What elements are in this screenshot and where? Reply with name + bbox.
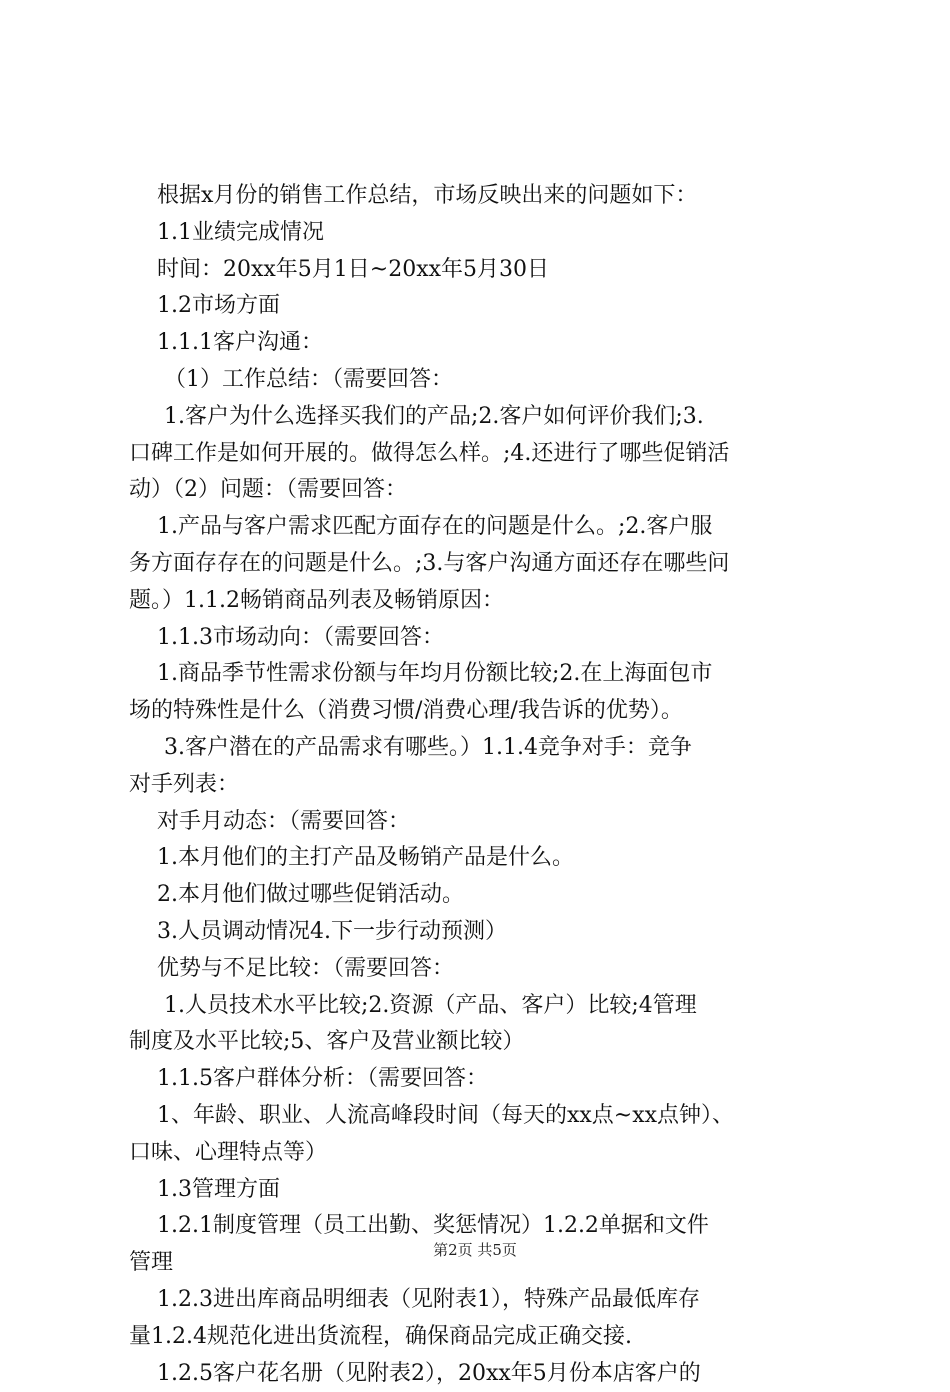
text-line: 量1.2.4规范化进出货流程，确保商品完成正确交接. bbox=[129, 1319, 841, 1356]
text-line: 根据x月份的销售工作总结，市场反映出来的问题如下： bbox=[129, 178, 841, 215]
text-line: 1.1.5客户群体分析：（需要回答： bbox=[129, 1061, 841, 1098]
text-line: 动）（2）问题：（需要回答： bbox=[129, 472, 841, 509]
text-line: 管理 bbox=[129, 1245, 841, 1282]
text-line: 1.2.5客户花名册（见附表2），20xx年5月份本店客户的 bbox=[129, 1356, 841, 1392]
text-line: 1.产品与客户需求匹配方面存在的问题是什么。;2.客户服 bbox=[129, 509, 841, 546]
text-line: 1.本月他们的主打产品及畅销产品是什么。 bbox=[129, 840, 841, 877]
text-line: 1.1业绩完成情况 bbox=[129, 215, 841, 252]
text-line: 1.1.3市场动向：（需要回答： bbox=[129, 620, 841, 657]
text-line: （1）工作总结：（需要回答： bbox=[129, 362, 841, 399]
text-line: 务方面存存在的问题是什么。;3.与客户沟通方面还存在哪些问 bbox=[129, 546, 841, 583]
text-line: 1.商品季节性需求份额与年均月份额比较;2.在上海面包市 bbox=[129, 656, 841, 693]
text-line: 1.3管理方面 bbox=[129, 1172, 841, 1209]
text-line: 题。）1.1.2畅销商品列表及畅销原因： bbox=[129, 583, 841, 620]
text-line: 1.2.3进出库商品明细表（见附表1），特殊产品最低库存 bbox=[129, 1282, 841, 1319]
text-line: 口碑工作是如何开展的。做得怎么样。;4.还进行了哪些促销活 bbox=[129, 436, 841, 473]
text-line: 优势与不足比较：（需要回答： bbox=[129, 951, 841, 988]
text-line: 1.2市场方面 bbox=[129, 288, 841, 325]
text-line: 场的特殊性是什么（消费习惯/消费心理/我告诉的优势）。 bbox=[129, 693, 841, 730]
text-line: 对手月动态：（需要回答： bbox=[129, 804, 841, 841]
text-line: 1.2.1制度管理（员工出勤、奖惩情况）1.2.2单据和文件 bbox=[129, 1208, 841, 1245]
text-line: 3.人员调动情况4.下一步行动预测） bbox=[129, 914, 841, 951]
text-line: 对手列表： bbox=[129, 767, 841, 804]
text-line: 口味、心理特点等） bbox=[129, 1135, 841, 1172]
text-line: 1.人员技术水平比较;2.资源（产品、客户）比较;4管理 bbox=[129, 988, 841, 1025]
text-line: 1.客户为什么选择买我们的产品;2.客户如何评价我们;3. bbox=[129, 399, 841, 436]
page-footer: 第2页 共5页 bbox=[0, 1240, 950, 1260]
document-body bbox=[129, 178, 841, 1392]
text-line: 2.本月他们做过哪些促销活动。 bbox=[129, 877, 841, 914]
text-line: 1.1.1客户沟通： bbox=[129, 325, 841, 362]
text-line: 3.客户潜在的产品需求有哪些。）1.1.4竞争对手：竞争 bbox=[129, 730, 841, 767]
text-line: 1、年龄、职业、人流高峰段时间（每天的xx点~xx点钟）、 bbox=[129, 1098, 841, 1135]
text-line: 制度及水平比较;5、客户及营业额比较） bbox=[129, 1024, 841, 1061]
text-line: 时间：20xx年5月1日~20xx年5月30日 bbox=[129, 252, 841, 289]
